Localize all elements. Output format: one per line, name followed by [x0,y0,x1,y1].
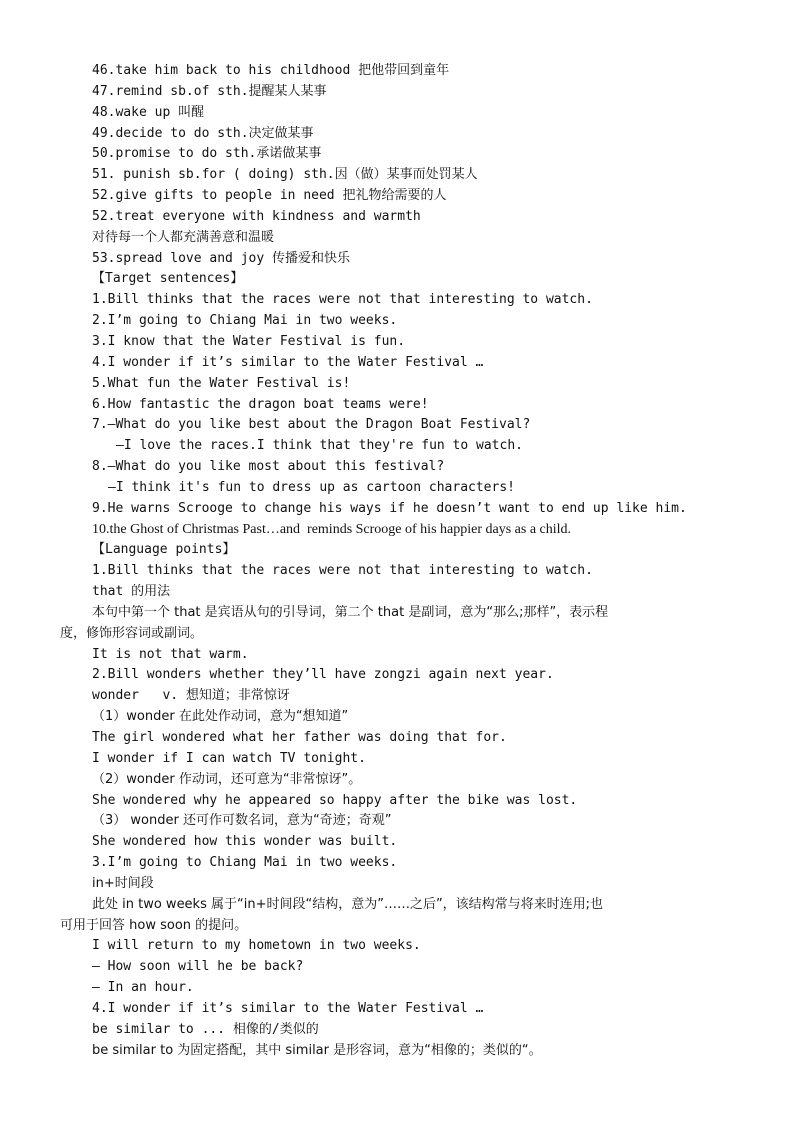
language-point-1-explanation-line2: 度，修饰形容词或副词。 [60,625,204,641]
language-point-2-example-3: She wondered why he appeared so happy after the bike was lost. [92,792,578,808]
target-sentence-4: 4.I wonder if it’s similar to the Water Festival … [92,354,484,370]
target-sentence-8-answer: —I think it's fun to dress up as cartoon characters! [108,479,515,495]
language-point-2-usage-1: （1）wonder 在此处作动词，意为“想知道” [92,709,349,725]
target-sentence-9: 9.He warns Scrooge to change his ways if he doesn’t want to end up like him. [92,500,687,516]
language-point-2-example-2: I wonder if I can watch TV tonight. [92,750,366,766]
phrase-47: 47.remind sb.of sth.提醒某人某事 [92,83,327,99]
language-point-4-title: be similar to ... 相像的/类似的 [92,1021,319,1037]
phrase-53: 53.spread love and joy 传播爱和快乐 [92,250,351,266]
phrase-51: 51. punish sb.for ( doing) sth.因（做）某事而处罚某人 [92,167,478,183]
language-point-4-explanation: be similar to 为固定搭配，其中 similar 是形容词，意为“相像的；类似的“。 [92,1042,542,1058]
target-sentence-10: 10.the Ghost of Christmas Past…and reminds Scrooge of his happier days as a child. [92,521,572,537]
language-point-3-title: in+时间段 [92,875,154,891]
phrase-52b: 52.treat everyone with kindness and warmth [92,208,421,224]
target-sentence-7-answer: —I love the races.I think that they're fun to watch. [116,438,523,454]
language-point-1-example: It is not that warm. [92,646,249,662]
language-point-2-sentence: 2.Bill wonders whether they’ll have zongzi again next year. [92,667,554,683]
phrase-46: 46.take him back to his childhood 把他带回到童年 [92,63,450,78]
language-point-3-example-1: I will return to my hometown in two weeks. [92,938,421,954]
language-point-1-title: that 的用法 [92,584,171,600]
language-point-2-example-4: She wondered how this wonder was built. [92,834,398,850]
target-sentence-3: 3.I know that the Water Festival is fun. [92,333,406,349]
language-point-3-example-2: — How soon will he be back? [92,959,304,975]
language-point-1-explanation-line1: 本句中第一个 that 是宾语从句的引导词，第二个 that 是副词，意为“那么;那样”，表示程 [92,604,609,620]
section-heading-target-sentences: 【Target sentences】 [92,271,244,287]
target-sentence-1: 1.Bill thinks that the races were not that interesting to watch. [92,292,593,308]
language-point-3-explanation-line2: 可用于回答 how soon 的提问。 [60,917,248,933]
language-point-3-sentence: 3.I’m going to Chiang Mai in two weeks. [92,855,398,871]
language-point-1-sentence: 1.Bill thinks that the races were not that interesting to watch. [92,563,593,579]
phrase-50: 50.promise to do sth.承诺做某事 [92,146,322,162]
target-sentence-7-question: 7.—What do you like best about the Dragon Boat Festival? [92,417,531,433]
language-point-4-sentence: 4.I wonder if it’s similar to the Water Festival … [92,1000,484,1016]
section-heading-language-points: 【Language points】 [92,542,236,558]
language-point-2-example-1: The girl wondered what her father was doing that for. [92,730,507,745]
language-point-2-title: wonder v. 想知道；非常惊讶 [92,688,290,704]
target-sentence-5: 5.What fun the Water Festival is! [92,375,351,391]
phrase-52a: 52.give gifts to people in need 把礼物给需要的人 [92,188,447,204]
language-point-2-usage-2: （2）wonder 作动词，还可意为“非常惊讶”。 [92,771,362,787]
target-sentence-2: 2.I’m going to Chiang Mai in two weeks. [92,313,398,329]
phrase-52b-translation: 对待每一个人都充满善意和温暖 [92,229,275,245]
target-sentence-8-question: 8.—What do you like most about this festival? [92,459,445,475]
target-sentence-6: 6.How fantastic the dragon boat teams were! [92,396,429,412]
language-point-3-example-3: — In an hour. [92,980,194,996]
document-body [0,61,794,1062]
language-point-3-explanation-line1: 此处 in two weeks 属于“in+时间段“结构，意为”……之后”，该结构常与将来时连用;也 [92,896,604,912]
phrase-49: 49.decide to do sth.决定做某事 [92,125,314,141]
language-point-2-usage-3: （3） wonder 还可作可数名词，意为“奇迹；奇观” [92,813,392,829]
phrase-48: 48.wake up 叫醒 [92,104,205,120]
